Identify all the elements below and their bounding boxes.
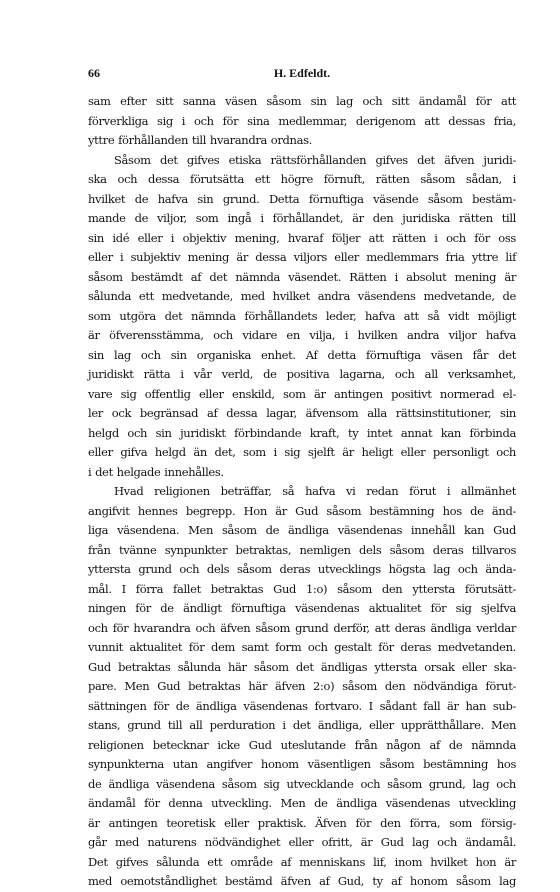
running-title: H. Edfeldt.	[273, 66, 331, 80]
text-line: och för hvarandra och äfven såsom grund derför, att deras ändliga verldar	[88, 620, 516, 635]
text-line: från tvänne synpunkter betraktas, nemligen dels såsom deras tillvaros	[88, 542, 516, 557]
text-line: Såsom det gifves etiska rättsförhållanden gifves det äfven juridi-	[114, 152, 516, 167]
text-line: ändamål för denna utveckling. Men de ändliga väsendenas utveckling	[88, 796, 516, 810]
text-line: sålunda ett medvetande, med hvilket andra väsendens medvetande, de	[88, 289, 516, 303]
text-line: eller gifva helgd än det, som i sig sjelft är heligt eller personligt och	[88, 445, 516, 459]
text-line: är antingen teoretisk eller praktisk. Äfven för den förra, som försig-	[88, 815, 516, 830]
text-line: ska och dessa förutsätta ett högre förnuft, rätten såsom sådan, i	[88, 172, 516, 186]
text-line: mande de viljor, som ingå i förhållandet, är den juridiska rätten till	[88, 211, 516, 225]
text-line: sam efter sitt sanna väsen såsom sin lag och sitt ändamål för att	[88, 94, 516, 108]
page-number: 66	[88, 66, 100, 80]
text-line: sättningen för de ändliga väsendenas fortvaro. I sådant fall är han sub-	[88, 698, 516, 713]
text-line: Det gifves sålunda ett område af menniskans lif, inom hvilket hon är	[88, 854, 516, 869]
text-line: yttersta grund och dels såsom deras utvecklings högsta lag och ända-	[88, 562, 516, 576]
text-line: ningen för de ändligt förnuftiga väsendenas aktualitet för sig sjelfva	[88, 601, 516, 615]
text-line: vunnit aktualitet för dem samt form och gestalt för deras medvetanden.	[88, 640, 516, 654]
text-line: pare. Men Gud betraktas här äfven 2:o) såsom den nödvändiga förut-	[88, 679, 516, 693]
text-line: med oemotståndlighet bestämd äfven af Gud, ty af honom såsom lag	[88, 874, 516, 888]
text-line: yttre förhållanden till hvarandra ordnas.	[88, 133, 312, 147]
text-line: i det helgade innehålles.	[88, 464, 224, 479]
text-line: vare sig offentlig eller enskild, som är antingen positivt normerad el-	[88, 386, 516, 401]
text-line: helgd och sin juridiskt förbindande kraft, ty intet annat kan förbinda	[88, 425, 516, 440]
text-line: sin lag och sin organiska enhet. Af detta förnuftiga väsen får det	[88, 347, 516, 362]
text-line: angifvit hennes begrepp. Hon är Gud såsom bestämning hos de änd-	[88, 503, 516, 518]
text-line: stans, grund till all perduration i det ändliga, eller upprätthållare. Men	[88, 718, 516, 732]
text-line: sin idé eller i objektiv mening, hvaraf följer att rätten i och för oss	[88, 230, 516, 245]
text-line: Hvad religionen beträffar, så hafva vi redan förut i allmänhet	[114, 484, 516, 498]
running-head	[88, 66, 516, 82]
text-line: hvilket de hafva sin grund. Detta förnuftiga väsende såsom bestäm-	[88, 191, 516, 206]
text-line: ler ock begränsad af dessa lagar, äfvensom alla rättsinstitutioner, sin	[88, 406, 516, 420]
text-line: såsom bestämdt af det nämnda väsendet. Rätten i absolut mening är	[88, 269, 516, 284]
text-line: synpunkterna utan angifver honom väsentligen såsom bestämning hos	[88, 757, 516, 771]
text-line: juridiskt rätta i vår verld, de positiva lagarna, och all verksamhet,	[88, 367, 516, 381]
text-line: förverkliga sig i och för sina medlemmar, derigenom att dessas fria,	[88, 113, 516, 128]
text-line: eller i subjektiv mening är dessa viljors eller medlemmars fria yttre lif	[88, 250, 516, 264]
text-line: går med naturens nödvändighet eller ofritt, är Gud lag och ändamål.	[88, 835, 516, 849]
text-line: Gud betraktas sålunda här såsom det ändligas yttersta orsak eller ska-	[88, 659, 516, 674]
body-text	[88, 92, 516, 892]
text-line: är öfverensstämma, och vidare en vilja, i hvilken andra viljor hafva	[88, 328, 516, 342]
text-line: mål. I förra fallet betraktas Gud 1:o) såsom den yttersta förutsätt-	[88, 581, 516, 596]
text-line: de ändliga väsendena såsom sig utvecklande och såsom grund, lag och	[88, 776, 516, 791]
text-line: religionen betecknar icke Gud uteslutande från någon af de nämnda	[88, 737, 516, 752]
text-line: liga väsendena. Men såsom de ändliga väsendenas innehåll kan Gud	[88, 523, 516, 537]
text-line: som utgöra det nämnda förhållandets leder, hafva att så vidt möjligt	[88, 308, 516, 323]
